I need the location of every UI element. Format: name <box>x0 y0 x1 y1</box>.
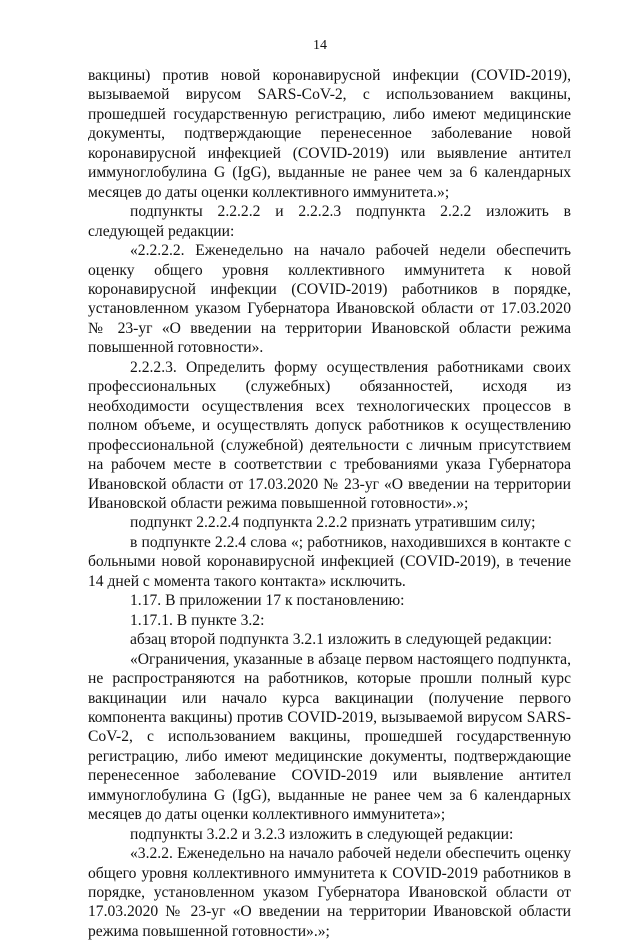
paragraph-3-2-2: «3.2.2. Еженедельно на начало рабочей недели обеспечить оценку общего уровня коллективного иммунитета к COVID-2019 работников в порядке, установленном указом Губернатора Ивановской области от 17.03.2020 № 23-уг «О введении на территории Ивановской области режима повышенной готовности».»; <box>88 845 571 940</box>
paragraph-amend-subpoints-2-2-2: подпункты 2.2.2.2 и 2.2.2.3 подпункта 2.2.2 изложить в следующей редакции: <box>88 203 571 240</box>
paragraph-2-2-4-amend: в подпункте 2.2.4 слова «; работников, находившихся в контакте с больными новой коронавирусной инфекцией (COVID-2019), в течение 14 дней с момента такого контакта» исключить. <box>88 533 571 590</box>
paragraph-2-2-2-3: 2.2.2.3. Определить форму осуществления работниками своих профессиональных (служебных) обязанностей, исходя из необходимости осуществления всех технологических процессов в полном объеме, и осуществлять допуск работников к осуществлению профессиональной (служебной) деятельности с личным присутствием на рабочем месте в соответствии с требованиями указа Губернатора Ивановской области от 17.03.2020 № 23-уг «О введении на территории Ивановской области режима повышенной готовности».»; <box>88 358 571 512</box>
paragraph-restrictions-quote: «Ограничения, указанные в абзаце первом настоящего подпункта, не распространяются на работников, которые прошли полный курс вакцинации или начало курса вакцинации (получение первого компонента вакцины) против COVID-2019, вызываемой вирусом SARS-CoV-2, с использованием вакцины, прошедшей государственную регистрацию, либо имеют медицинские документы, подтверждающие перенесенное заболевание COVID-2019 или выявление антител иммуноглобулина G (IgG), выданные не ранее чем за 6 календарных месяцев до даты оценки коллективного иммунитета»; <box>88 650 571 824</box>
paragraph-3-2-1-amend: абзац второй подпункта 3.2.1 изложить в следующей редакции: <box>130 631 552 649</box>
paragraph-2-2-2-2: «2.2.2.2. Еженедельно на начало рабочей недели обеспечить оценку общего уровня коллективного иммунитета к новой коронавирусной инфекции (COVID-2019) работников в порядке, установленном указом Губернатора Ивановской области от 17.03.2020 № 23-уг «О введении на территории Ивановской области режима повышенной готовности». <box>88 242 571 357</box>
page-number: 14 <box>313 38 327 53</box>
paragraph-1-17: 1.17. В приложении 17 к постановлению: <box>130 592 405 610</box>
document-body <box>88 66 571 941</box>
paragraph-1-17-1: 1.17.1. В пункте 3.2: <box>130 611 265 629</box>
paragraph-3-2-2-3-2-3-amend: подпункты 3.2.2 и 3.2.3 изложить в следующей редакции: <box>130 825 514 843</box>
paragraph-2-2-2-4-repeal: подпункт 2.2.2.4 подпункта 2.2.2 признать утратившим силу; <box>130 514 536 532</box>
paragraph-continuation: вакцины) против новой коронавирусной инфекции (COVID-2019), вызываемой вирусом SARS-CoV-2, с использованием вакцины, прошедшей государственную регистрацию, либо имеют медицинские документы, подтверждающие перенесенное заболевание новой коронавирусной инфекцией (COVID-2019) или выявление антител иммуноглобулина G (IgG), выданные не ранее чем за 6 календарных месяцев до даты оценки коллективного иммунитета.»; <box>88 67 571 201</box>
